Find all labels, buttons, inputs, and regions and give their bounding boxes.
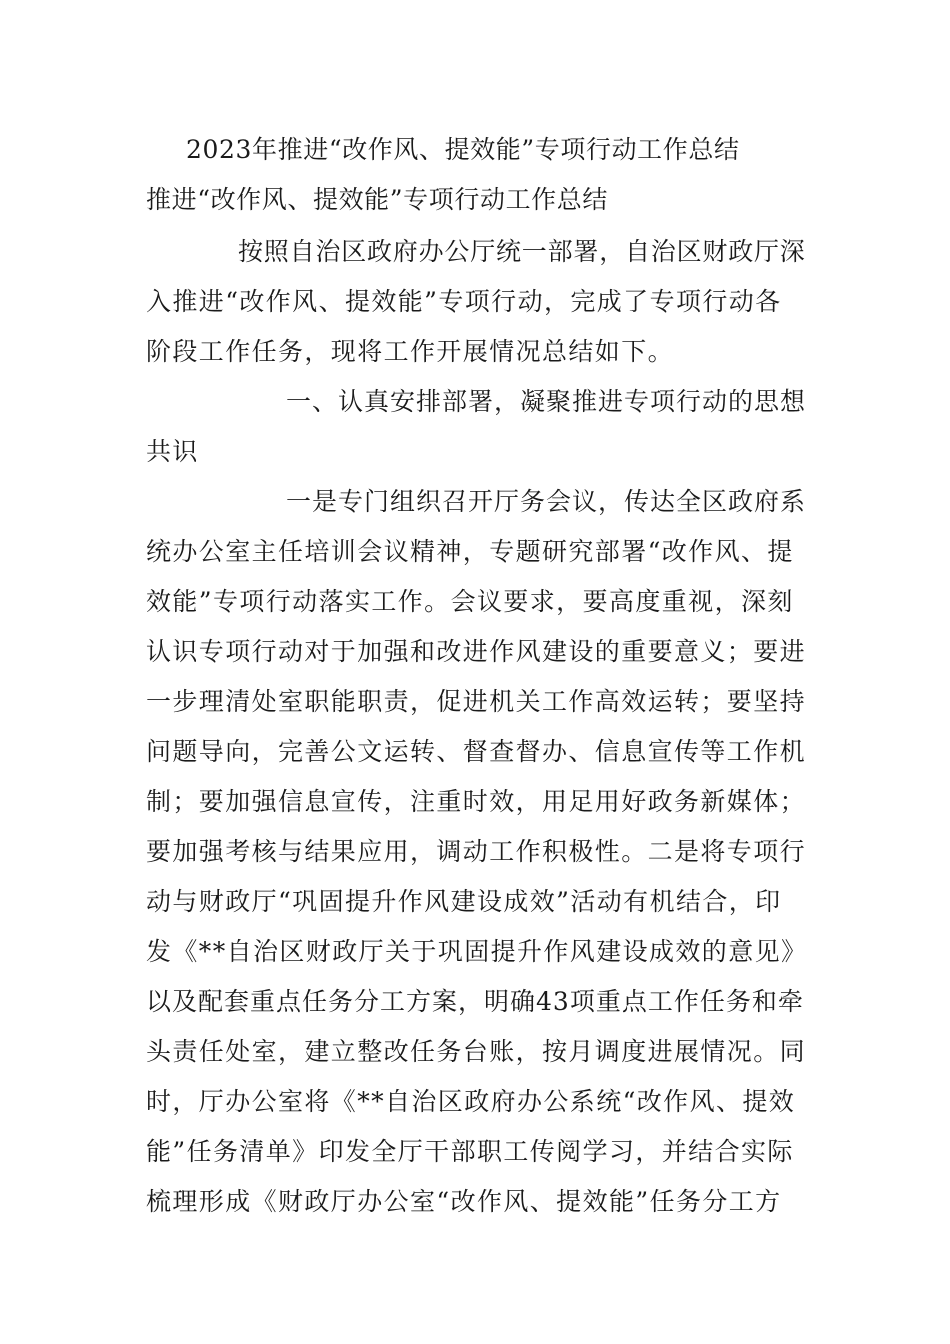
paragraph-line: 头责任处室，建立整改任务台账，按月调度进展情况。同 <box>146 1037 807 1066</box>
paragraph-line: 发《**自治区财政厅关于巩固提升作风建设成效的意见》 <box>146 937 808 966</box>
paragraph-line: 效能”专项行动落实工作。会议要求，要高度重视，深刻 <box>146 587 794 616</box>
document-title: 2023年推进“改作风、提效能”专项行动工作总结 <box>186 135 740 164</box>
paragraph-line: 动与财政厅“巩固提升作风建设成效”活动有机结合，印 <box>146 887 782 916</box>
paragraph-line: 梳理形成《财政厅办公室“改作风、提效能”任务分工方 <box>146 1187 782 1216</box>
section-heading-line: 共识 <box>146 437 199 466</box>
section-heading-line: 一、认真安排部署，凝聚推进专项行动的思想 <box>286 387 807 416</box>
document-subtitle: 推进“改作风、提效能”专项行动工作总结 <box>146 185 608 214</box>
paragraph-line: 认识专项行动对于加强和改进作风建设的重要意义；要进 <box>146 637 807 666</box>
paragraph-line: 时，厅办公室将《**自治区政府办公系统“改作风、提效 <box>146 1087 796 1116</box>
paragraph-line: 一步理清处室职能职责，促进机关工作高效运转；要坚持 <box>146 687 807 716</box>
paragraph-line: 问题导向，完善公文运转、督查督办、信息宣传等工作机 <box>146 737 807 766</box>
paragraph-line: 以及配套重点任务分工方案，明确43项重点工作任务和牵 <box>146 987 804 1016</box>
paragraph-line: 统办公室主任培训会议精神，专题研究部署“改作风、提 <box>146 537 794 566</box>
paragraph-line: 要加强考核与结果应用，调动工作积极性。二是将专项行 <box>146 837 807 866</box>
paragraph-line: 制；要加强信息宣传，注重时效，用足用好政务新媒体； <box>146 787 807 816</box>
paragraph-line: 按照自治区政府办公厅统一部署，自治区财政厅深 <box>238 237 806 266</box>
paragraph-line: 入推进“改作风、提效能”专项行动，完成了专项行动各 <box>146 287 782 316</box>
paragraph-line: 阶段工作任务，现将工作开展情况总结如下。 <box>146 337 675 366</box>
paragraph-line: 一是专门组织召开厅务会议，传达全区政府系 <box>286 487 807 516</box>
paragraph-line: 能”任务清单》印发全厅干部职工传阅学习，并结合实际 <box>146 1137 794 1166</box>
